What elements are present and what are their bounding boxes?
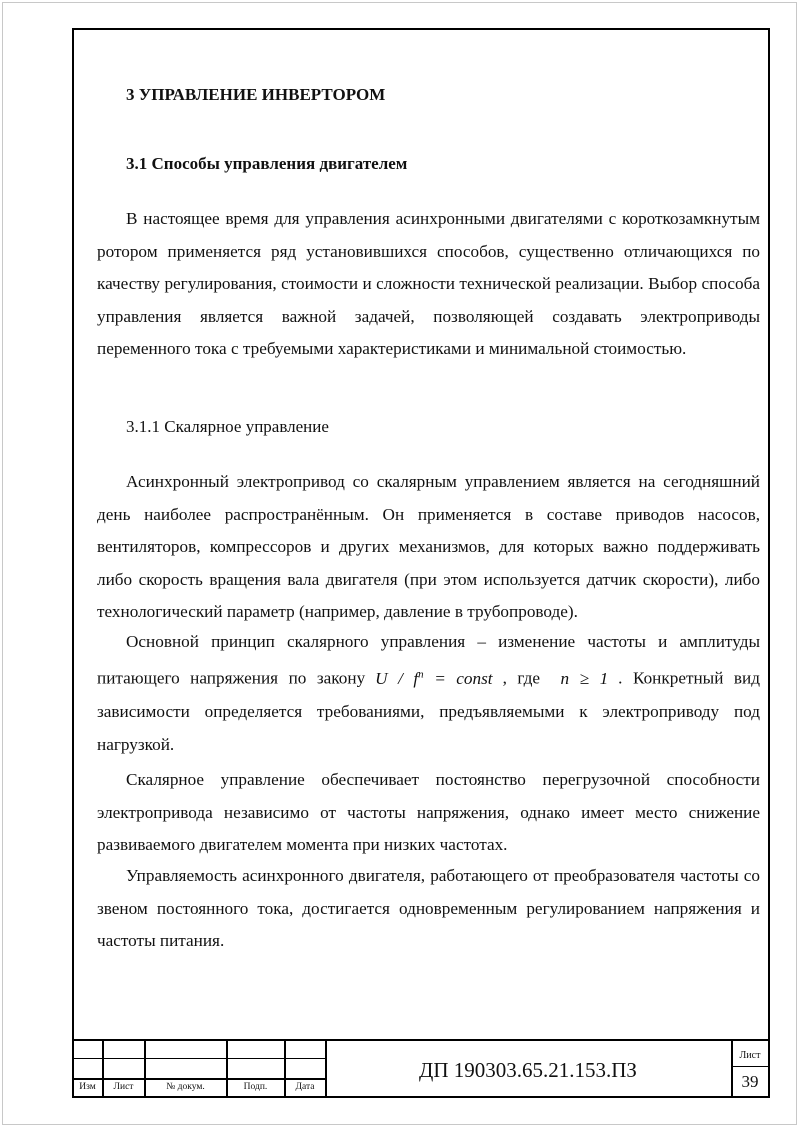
condition-formula: n ≥ 1 bbox=[560, 668, 609, 688]
principle-text-1: Основной принцип скалярного управления – изменение частоты и амплитуды питающего напряжения по закону bbox=[97, 632, 760, 688]
paragraph-scalar-drive: Асинхронный электропривод со скалярным управлением является на сегодняшний день наиболее распространённым. Он применяется в составе приводов насосов, вентиляторов, компрессоров и других механизмов, для которых важно поддерживать либо скорость вращения вала двигателя (при этом используется датчик скорости), либо технологический параметр (например, давление в трубопроводе). bbox=[97, 472, 760, 622]
principle-text-2: , где bbox=[502, 668, 540, 688]
title-block-row-line bbox=[72, 1058, 326, 1059]
formula-exponent: n bbox=[418, 668, 424, 680]
principle-text-3: . Конкретный вид зависимости определяется требованиями, предъявляемыми к электроприводу под нагрузкой. bbox=[97, 668, 760, 754]
sheet-label: Лист bbox=[739, 1050, 761, 1061]
paragraph-overload: Скалярное управление обеспечивает постоянство перегрузочной способности электропривода независимо от частоты напряжения, однако имеет место снижение развиваемого двигателем момента при низких частотах. bbox=[97, 770, 760, 854]
section-title: 3 УПРАВЛЕНИЕ ИНВЕРТОРОМ bbox=[126, 85, 386, 104]
paragraph-controllability: Управляемость асинхронного двигателя, работающего от преобразователя частоты со звеном постоянного тока, достигается одновременным регулированием напряжения и частоты питания. bbox=[97, 866, 760, 950]
sheet-number: 39 bbox=[741, 1072, 759, 1091]
col-izm-label: Изм bbox=[79, 1082, 96, 1092]
title-block-top-line bbox=[72, 1039, 770, 1041]
col-sign-label: Подп. bbox=[243, 1082, 268, 1092]
document-number: ДП 190303.65.21.153.ПЗ bbox=[419, 1058, 637, 1082]
formula-base: U / f bbox=[375, 668, 419, 688]
formula-rhs: = const bbox=[423, 668, 493, 688]
control-law-formula bbox=[375, 669, 492, 688]
subsection-title: 3.1 Способы управления двигателем bbox=[126, 154, 408, 173]
col-date-label: Дата bbox=[295, 1082, 315, 1092]
sheet-cell-line bbox=[732, 1066, 770, 1067]
subsubsection-title: 3.1.1 Скалярное управление bbox=[126, 417, 329, 436]
col-doc-label: № докум. bbox=[166, 1082, 205, 1092]
col-list-label: Лист bbox=[113, 1082, 134, 1092]
paragraph-principle bbox=[97, 625, 760, 761]
paragraph-intro: В настоящее время для управления асинхронными двигателями с короткозамкнутым ротором применяется ряд установившихся способов, существенно отличающихся по качеству регулирования, стоимости и сложности технической реализации. Выбор способа управления является важной задачей, позволяющей создавать электроприводы переменного тока с требуемыми характеристиками и минимальной стоимостью. bbox=[97, 209, 760, 359]
title-block-header-line bbox=[72, 1078, 326, 1080]
